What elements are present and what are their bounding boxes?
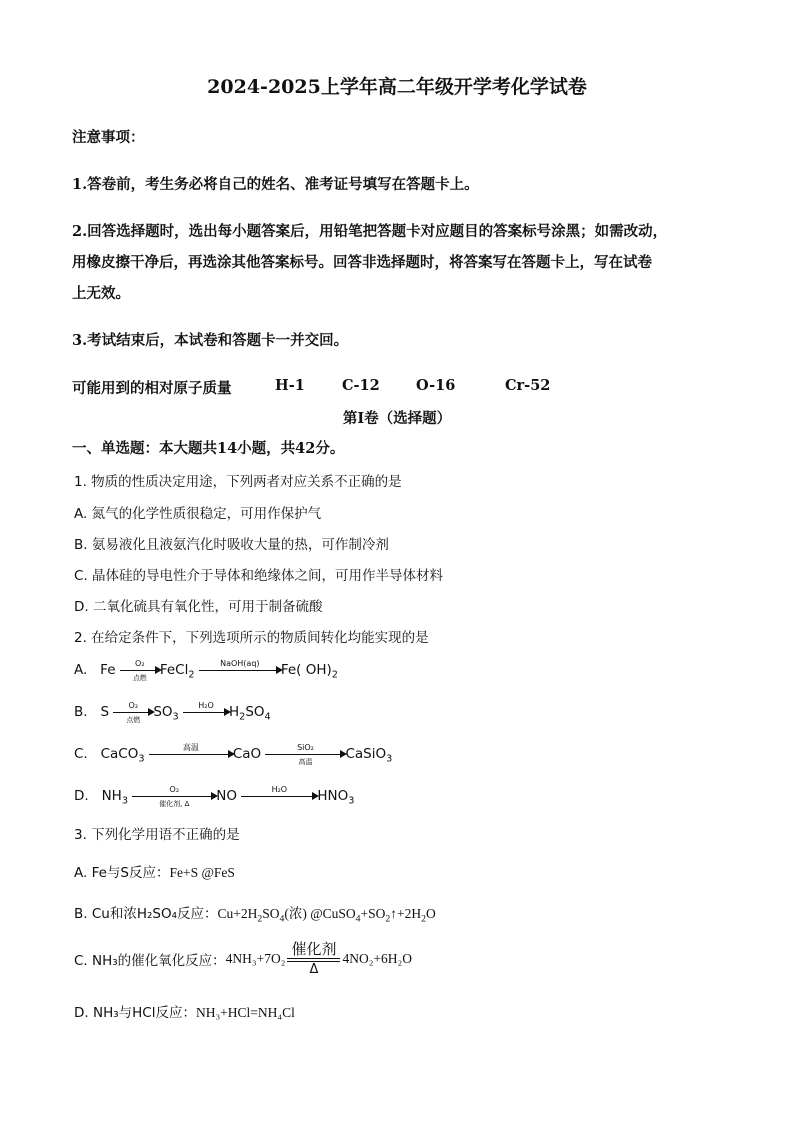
- q2-stem: 2. 在给定条件下，下列选项所示的物质间转化均能实现的是: [74, 630, 429, 646]
- q3-option-b: B. Cu和浓H₂SO₄反应：$Cu+2H_2SO_4$(浓) $@CuSO_4+SO_2↑+2H_2O$: [74, 906, 436, 925]
- reaction-arrow: H₂O: [183, 712, 229, 713]
- reaction-arrow: O₂ 点燃: [113, 712, 153, 713]
- reaction-arrow: SiO₂ 高温: [265, 754, 345, 755]
- notice-item-2-line-2: 用橡皮擦干净后，再选涂其他答案标号。回答非选择题时，将答案写在答题卡上，写在试卷: [72, 254, 652, 271]
- reaction-arrow: H₂O: [241, 796, 317, 797]
- notice-item-1: 1.答卷前，考生务必将自己的姓名、准考证号填写在答题卡上。: [72, 176, 479, 193]
- q3-option-c: C. NH₃的催化氧化反应：4NH₃+7O₂ $\frac{\text{催化剂}}{\Delta}$ 4NO₂+6H₂O: [74, 940, 412, 977]
- reaction-arrow: NaOH(aq): [199, 670, 281, 671]
- q2-option-b: B. S O₂ 点燃 $SO_3$ H₂O $H_2SO_4$: [74, 700, 271, 724]
- reaction-condition: $\frac{\text{催化剂}}{\Delta}$: [287, 940, 340, 978]
- atomic-mass-h: H-1: [275, 377, 305, 394]
- section-title: 一、单选题：本大题共14小题，共42分。: [72, 440, 345, 457]
- q1-option-d: D. 二氧化硫具有氧化性，可用于制备硫酸: [74, 599, 323, 615]
- q2-option-c: C. CaCO$_3$ 高温 CaO SiO₂ 高温 CaSiO$_3$: [74, 742, 393, 766]
- atomic-mass-label: 可能用到的相对原子质量: [72, 380, 232, 397]
- q1-option-c: C. 晶体硅的导电性介于导体和绝缘体之间，可用作半导体材料: [74, 568, 444, 584]
- q1-stem: 1. 物质的性质决定用途，下列两者对应关系不正确的是: [74, 474, 402, 490]
- notice-item-2-line-3: 上无效。: [72, 285, 130, 302]
- q1-option-b: B. 氨易液化且液氨汽化时吸收大量的热，可作制冷剂: [74, 537, 389, 553]
- volume-title: 第I卷（选择题）: [342, 410, 452, 427]
- atomic-mass-cr: Cr-52: [505, 377, 551, 394]
- atomic-mass-c: C-12: [342, 377, 380, 394]
- exam-title: 2024-2025上学年高二年级开学考化学试卷: [207, 76, 587, 98]
- atomic-mass-o: O-16: [416, 377, 456, 394]
- q1-option-a: A. 氮气的化学性质很稳定，可用作保护气: [74, 506, 322, 522]
- reaction-arrow: 高温: [149, 754, 233, 755]
- q2-option-d: D. $NH_3$ O₂ 催化剂, Δ NO H₂O $HNO_3$: [74, 784, 355, 808]
- notice-item-2-line-1: 2.回答选择题时，选出每小题答案后，用铅笔把答题卡对应题目的答案标号涂黑；如需改动，: [72, 223, 668, 240]
- reaction-arrow: O₂ 点燃: [120, 670, 160, 671]
- notice-item-3: 3.考试结束后，本试卷和答题卡一并交回。: [72, 332, 349, 349]
- notice-heading: 注意事项：: [72, 129, 145, 146]
- q3-option-d: D. NH₃与HCl反应：NH₃+HCl=NH₄Cl: [74, 1005, 295, 1021]
- reaction-arrow: O₂ 催化剂, Δ: [132, 796, 216, 797]
- q3-option-a: A. Fe与S反应：Fe+S @FeS: [74, 865, 235, 881]
- q3-stem: 3. 下列化学用语不正确的是: [74, 827, 240, 843]
- q2-option-a: A. Fe O₂ 点燃 FeCl$_2$ NaOH(aq) Fe( $OH)_2$: [74, 658, 338, 682]
